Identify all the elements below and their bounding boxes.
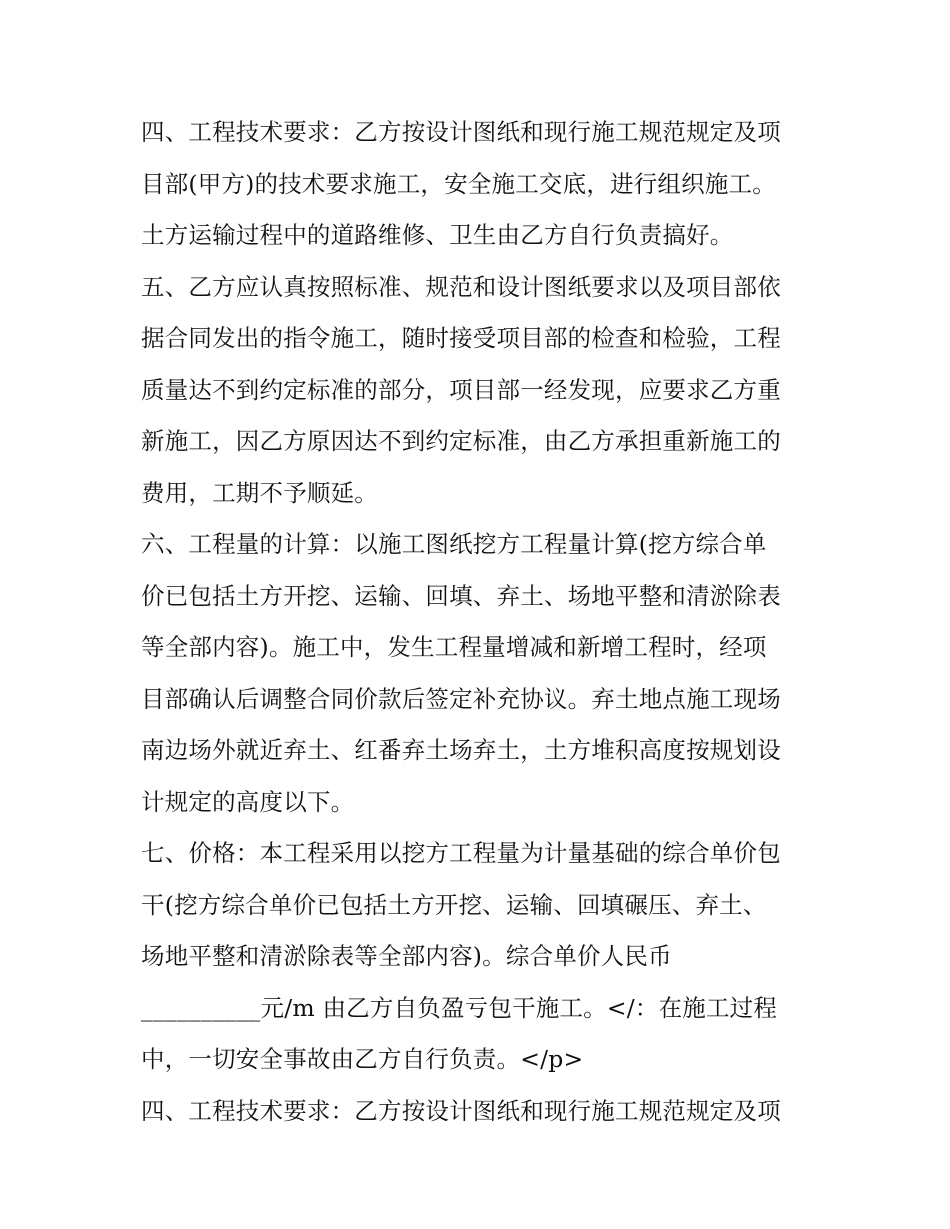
text-line: 计规定的高度以下。 (141, 787, 355, 816)
text-line: 四、工程技术要求：乙方按设计图纸和现行施工规范规定及项 (141, 118, 781, 146)
text-line: 新施工，因乙方原因达不到约定标准，由乙方承担重新施工的 (141, 427, 781, 455)
text-line: 七、价格：本工程采用以挖方工程量为计量基础的综合单价包 (141, 839, 781, 867)
text-line: 目部确认后调整合同价款后签定补充协议。弃土地点施工现场 (141, 684, 781, 713)
text-line: 中，一切安全事故由乙方自行负责。</p> (141, 1045, 584, 1073)
text-line: 干(挖方综合单价已包括土方开挖、运输、回填碾压、弃土、 (141, 890, 767, 919)
text-line: 质量达不到约定标准的部分，项目部一经发现，应要求乙方重 (141, 375, 781, 404)
text-line: 四、工程技术要求：乙方按设计图纸和现行施工规范规定及项 (141, 1096, 781, 1125)
text-line: 土方运输过程中的道路维修、卫生由乙方自行负责搞好。 (141, 221, 734, 249)
document-body (141, 107, 816, 1137)
text-line: 价已包括土方开挖、运输、回填、弃土、场地平整和清淤除表 (141, 581, 781, 610)
text-line: 五、乙方应认真按照标准、规范和设计图纸要求以及项目部依 (141, 272, 781, 301)
text-line: 南边场外就近弃土、红番弃土场弃土，土方堆积高度按规划设 (141, 736, 781, 764)
text-line: 目部(甲方)的技术要求施工，安全施工交底，进行组织施工。 (141, 169, 776, 198)
text-line: 等全部内容)。施工中，发生工程量增减和新增工程时，经项 (141, 633, 767, 661)
text-line: __________元/m 由乙方自负盈亏包干施工。</：在施工过程 (141, 993, 778, 1022)
text-line: 场地平整和清淤除表等全部内容)。综合单价人民币 (141, 942, 672, 970)
text-line: 据合同发出的指令施工，随时接受项目部的检查和检验，工程 (141, 324, 781, 352)
text-line: 费用，工期不予顺延。 (141, 478, 378, 507)
text-line: 六、工程量的计算：以施工图纸挖方工程量计算(挖方综合单 (141, 530, 767, 558)
